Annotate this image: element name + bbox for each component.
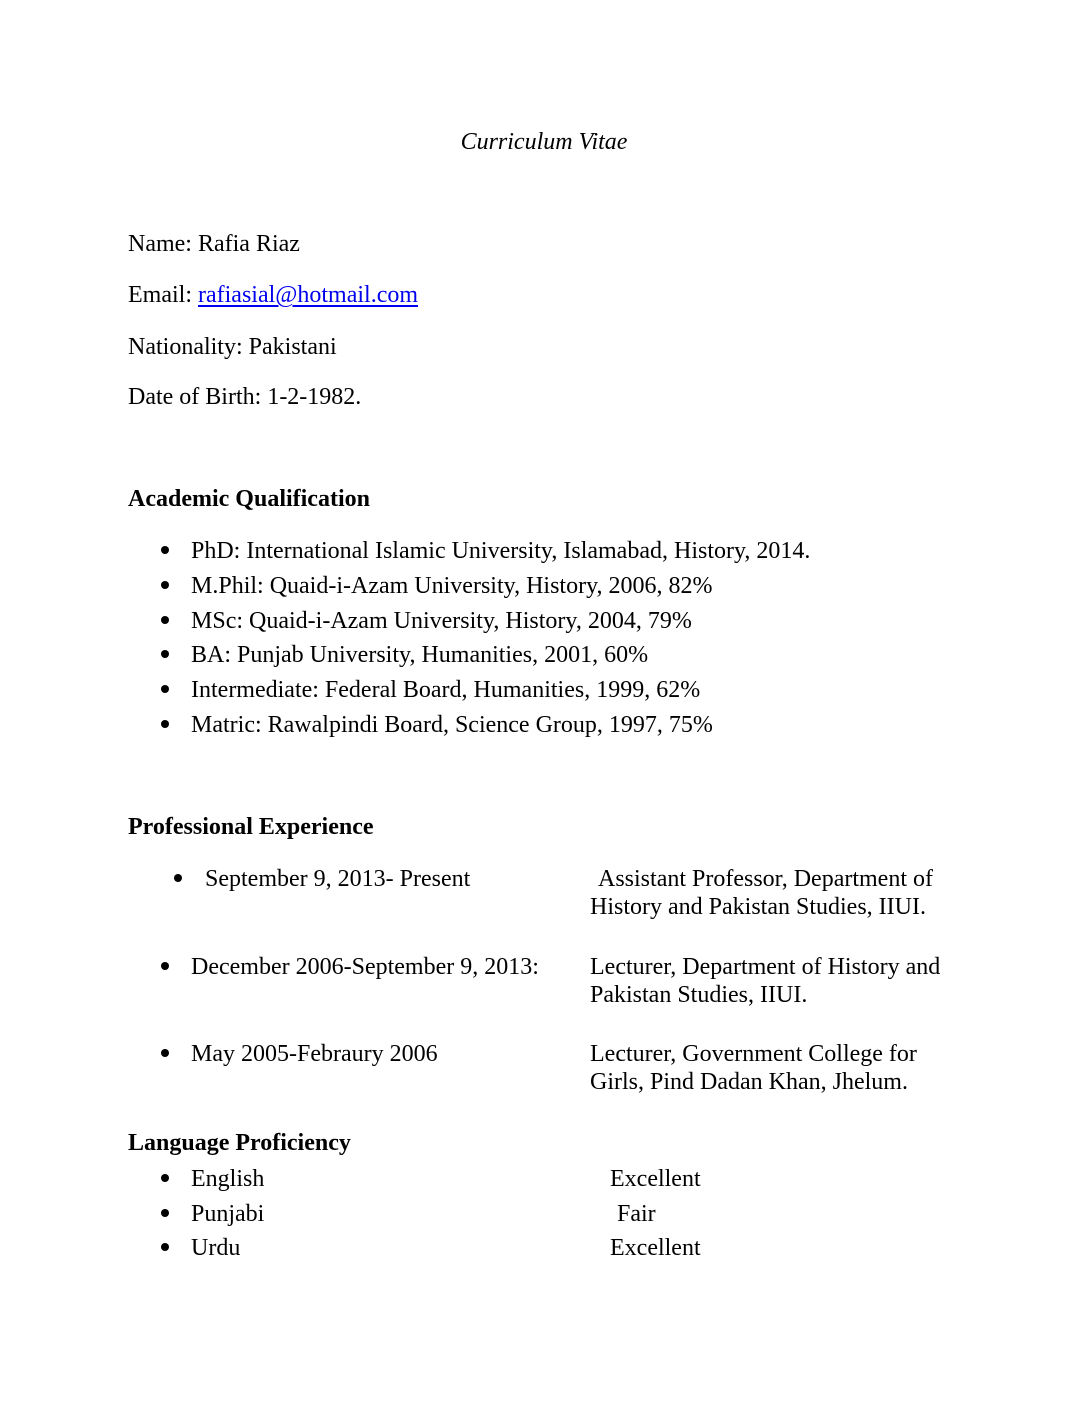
- experience-role-line: History and Pakistan Studies, IIUI.: [590, 894, 926, 920]
- academic-item: M.Phil: Quaid-i-Azam University, History, 2006, 82%: [191, 573, 713, 599]
- bullet-icon: [161, 1174, 169, 1182]
- bullet-icon: [161, 685, 169, 693]
- academic-item: MSc: Quaid-i-Azam University, History, 2004, 79%: [191, 608, 692, 634]
- experience-role-line: Girls, Pind Dadan Khan, Jhelum.: [590, 1069, 908, 1095]
- experience-period: September 9, 2013- Present: [205, 866, 471, 892]
- experience-period: May 2005-Febraury 2006: [191, 1041, 438, 1067]
- bullet-icon: [161, 962, 169, 970]
- dob-label: Date of Birth:: [128, 384, 262, 410]
- bullet-icon: [161, 616, 169, 624]
- experience-role-line: Lecturer, Government College for: [590, 1041, 917, 1067]
- language-level: Excellent: [610, 1235, 701, 1261]
- name-label: Name:: [128, 231, 192, 257]
- language-level: Excellent: [610, 1166, 701, 1192]
- email-line: [128, 283, 418, 307]
- languages-heading: Language Proficiency: [128, 1130, 351, 1156]
- language-name: Urdu: [191, 1235, 241, 1261]
- experience-period: December 2006-September 9, 2013:: [191, 954, 539, 980]
- experience-role-line: Pakistan Studies, IIUI.: [590, 982, 808, 1008]
- nationality-label: Nationality:: [128, 334, 243, 360]
- language-level: Fair: [617, 1201, 656, 1227]
- bullet-icon: [161, 546, 169, 554]
- bullet-icon: [161, 581, 169, 589]
- language-name: English: [191, 1166, 265, 1192]
- academic-item: PhD: International Islamic University, Islamabad, History, 2014.: [191, 538, 811, 564]
- document-title: Curriculum Vitae: [460, 129, 628, 155]
- dob-value: 1-2-1982.: [267, 384, 362, 410]
- bullet-icon: [161, 1209, 169, 1217]
- academic-item: Intermediate: Federal Board, Humanities, 1999, 62%: [191, 677, 701, 703]
- experience-heading: Professional Experience: [128, 814, 374, 840]
- bullet-icon: [174, 874, 182, 882]
- nationality-value: Pakistani: [248, 334, 337, 360]
- name-line: [128, 232, 300, 256]
- nationality-line: [128, 335, 337, 359]
- academic-item: BA: Punjab University, Humanities, 2001, 60%: [191, 642, 649, 668]
- academic-heading: Academic Qualification: [128, 486, 370, 512]
- bullet-icon: [161, 1243, 169, 1251]
- academic-item: Matric: Rawalpindi Board, Science Group, 1997, 75%: [191, 712, 713, 738]
- name-value: Rafia Riaz: [197, 231, 300, 257]
- email-label: Email:: [128, 282, 192, 308]
- bullet-icon: [161, 720, 169, 728]
- dob-line: [128, 385, 361, 409]
- bullet-icon: [161, 650, 169, 658]
- experience-role-line: Lecturer, Department of History and: [590, 954, 941, 980]
- bullet-icon: [161, 1049, 169, 1057]
- experience-role-line: Assistant Professor, Department of: [598, 866, 933, 892]
- language-name: Punjabi: [191, 1201, 265, 1227]
- email-link[interactable]: rafiasial@hotmail.com: [197, 282, 419, 308]
